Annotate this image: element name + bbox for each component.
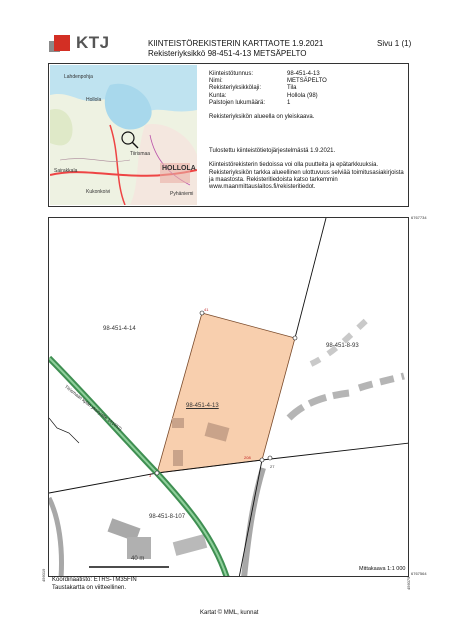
thumb-label-hollola: Hollola: [86, 97, 102, 103]
parcel-label-8-107: 98-451-8-107: [149, 514, 186, 520]
corner-coordinate-se: 6767564: [411, 571, 427, 576]
info-row: Palstojen lukumäärä: 1: [209, 99, 291, 106]
thumb-label-hollola-town: HOLLOLA: [162, 165, 196, 172]
parcel-label-4-13: 98-451-4-13: [186, 403, 219, 409]
thumb-label-kukonkoivi: Kukonkoivi: [86, 189, 111, 195]
ktj-logo: [54, 33, 110, 55]
parcel-label-4-14: 98-451-4-14: [103, 326, 136, 332]
background-note: Taustakartta on viitteellinen.: [52, 585, 127, 591]
mark-27: 27: [270, 464, 275, 469]
info-row: Nimi: METSÄPELTO: [209, 78, 327, 85]
corner-coordinate-sw: 456019: [41, 568, 46, 582]
document-title: KIINTEISTÖREKISTERIN KARTTAOTE 1.9.2021: [148, 39, 324, 48]
corner-coordinate-ne: 6767734: [411, 215, 427, 220]
mark-3: 3: [149, 473, 152, 478]
road-label: Tiirismaan kylän yksityistie 1/(1652): [63, 384, 123, 432]
mark-208: 208: [244, 455, 251, 460]
general-plan-note: Rekisteriyksikön alueella on yleiskaava.: [209, 114, 315, 121]
scale-bar-label: 40 m: [131, 556, 145, 562]
disclaimer-text: Kiinteistörekisterin tiedoissa voi olla puutteita ja epätarkkuuksia. Rekisteriyksikön tarkka alueellinen ulottuvuus selviää toimitusasiakirjoista ja maastosta. Rekisteritiedoista katso tarkemmin www.maanmittauslaitos.fi/rekisteritiedot.: [209, 162, 404, 191]
property-info: [209, 71, 404, 191]
thumb-label-tiirismaa: Tiirismaa: [130, 151, 151, 157]
document-subtitle: Rekisteriyksikkö 98-451-4-13 METSÄPELTO: [148, 49, 307, 58]
thumb-label-pyhaniemi: Pyhäniemi: [170, 191, 194, 197]
coordinate-system: Koordinaatisto: ETRS-TM35FIN: [52, 577, 137, 583]
copyright-footer: Kartat © MML, kunnat: [200, 610, 259, 616]
corner-coordinate-se-x: 456079: [406, 576, 411, 590]
property-map-svg: [49, 218, 409, 577]
logo-red-square: [54, 35, 70, 51]
parcel-label-8-93: 98-451-8-93: [326, 343, 359, 349]
logo-text: KTJ: [76, 33, 110, 52]
map-scale: Mittakaava 1:1 000: [359, 566, 406, 572]
printed-note: Tulostettu kiinteistötietojärjestelmästä 1.9.2021.: [209, 148, 336, 155]
map-metadata: [52, 576, 137, 592]
page-number: Sivu 1 (1): [377, 39, 412, 48]
thumb-label-sairakkala: Sairakkala: [54, 168, 78, 174]
overview-map: [50, 65, 197, 205]
info-row: Kunta: Hollola (98): [209, 92, 318, 99]
info-row: Kiinteistötunnus: 98-451-4-13: [209, 71, 320, 77]
info-box: [48, 63, 409, 207]
info-row: Rekisteriyksikkölaji: Tila: [209, 85, 297, 92]
mark-41: 41: [204, 307, 209, 312]
overview-map-svg: [50, 65, 197, 205]
thumb-label-lahdenpohja: Lahdenpohja: [64, 74, 93, 80]
property-map: [48, 217, 409, 577]
